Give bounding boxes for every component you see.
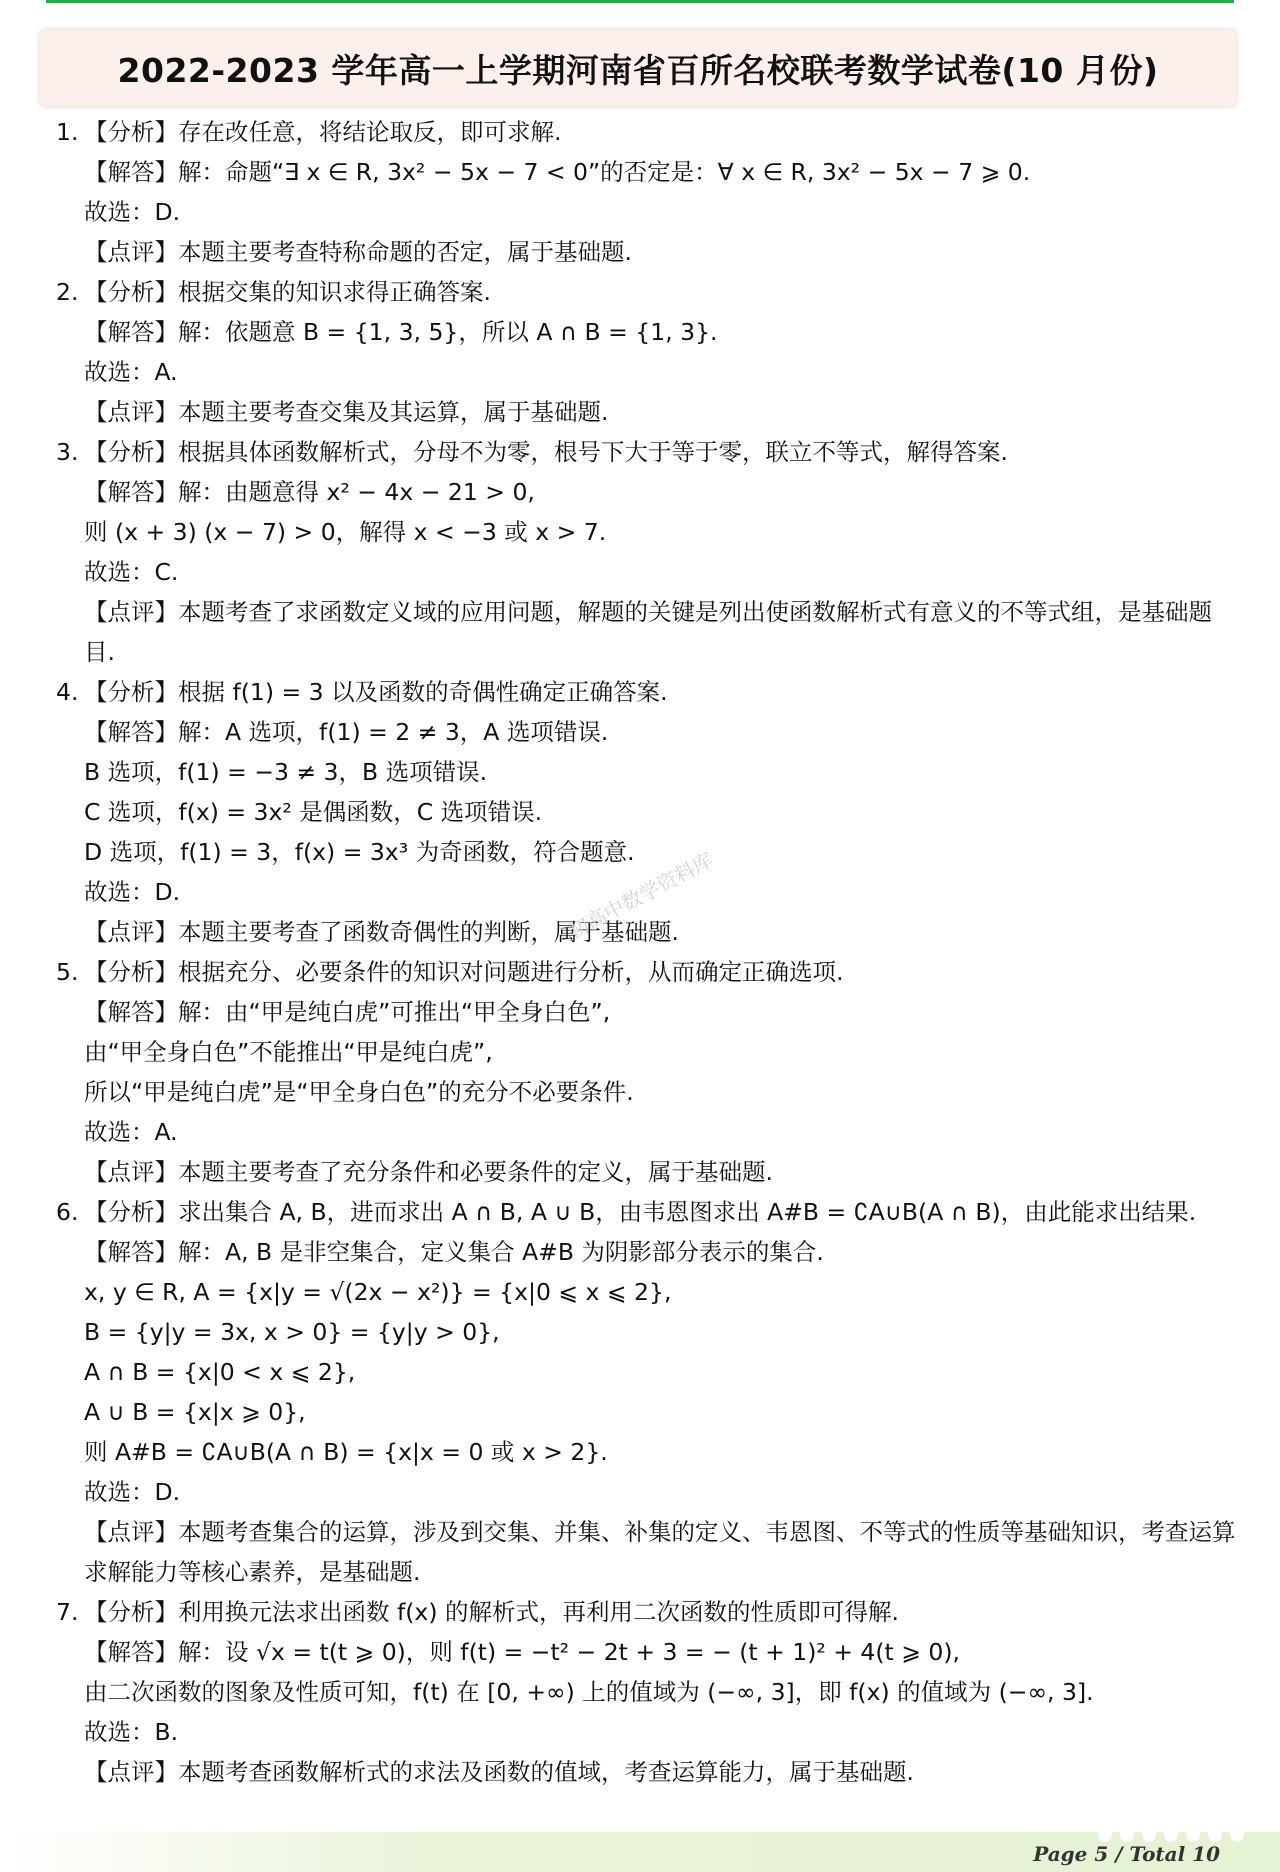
- item-7-line: [56, 1632, 1236, 1672]
- line-text: 故选：A.: [84, 1118, 178, 1146]
- item-6-line: [56, 1352, 1236, 1392]
- line-text: 故选：D.: [84, 198, 181, 226]
- watermark: 初高中数学资料库: [564, 847, 717, 944]
- page-title: 2022-2023 学年高一上学期河南省百所名校联考数学试卷(10 月份): [117, 50, 1159, 90]
- line-text: 【点评】本题主要考查特称命题的否定，属于基础题.: [84, 238, 632, 266]
- item-1-line: [56, 232, 1236, 272]
- line-text: B 选项，f(1) = −3 ≠ 3，B 选项错误.: [84, 758, 488, 786]
- item-6-first-line: [56, 1192, 1236, 1232]
- item-1-line: [56, 192, 1236, 232]
- line-text: 【分析】根据交集的知识求得正确答案.: [84, 278, 491, 306]
- item-6-line: [56, 1232, 1236, 1272]
- line-text: 【分析】存在改任意，将结论取反，即可求解.: [84, 118, 562, 146]
- item-5-line: [56, 1112, 1236, 1152]
- item-5-line: [56, 1072, 1236, 1112]
- item-5-line: [56, 1032, 1236, 1072]
- line-text: 则 (x + 3) (x − 7) > 0，解得 x < −3 或 x > 7.: [84, 518, 607, 546]
- line-text: 则 A#B = ∁A∪B(A ∩ B) = {x|x = 0 或 x > 2}.: [84, 1438, 608, 1466]
- line-text: 【分析】利用换元法求出函数 f(x) 的解析式，再利用二次函数的性质即可得解.: [84, 1598, 899, 1626]
- line-text: 【解答】解：命题“∃ x ∈ R, 3x² − 5x − 7 < 0”的否定是：∀ x ∈ R, 3x² − 5x − 7 ⩾ 0.: [84, 158, 1031, 186]
- title-banner: [40, 30, 1236, 106]
- item-number: 7.: [56, 1598, 79, 1626]
- item-number: 3.: [56, 438, 79, 466]
- top-divider: [46, 0, 1234, 3]
- line-text: 所以“甲是纯白虎”是“甲全身白色”的充分不必要条件.: [84, 1078, 634, 1106]
- item-4-line: [56, 792, 1236, 832]
- item-6-line: [56, 1432, 1236, 1472]
- line-text: 【解答】解：由“甲是纯白虎”可推出“甲全身白色”,: [84, 998, 611, 1026]
- line-text: 【点评】本题主要考查了充分条件和必要条件的定义，属于基础题.: [84, 1158, 773, 1186]
- item-7-line: [56, 1712, 1236, 1752]
- footer-decoration: [1098, 1808, 1244, 1842]
- item-2-first-line: [56, 272, 1236, 312]
- item-6-line: [56, 1512, 1236, 1592]
- item-7-line: [56, 1672, 1236, 1712]
- line-text: 故选：C.: [84, 558, 179, 586]
- line-text: A ∩ B = {x|0 < x ⩽ 2},: [84, 1358, 356, 1386]
- item-2-line: [56, 392, 1236, 432]
- line-text: B = {y|y = 3x, x > 0} = {y|y > 0},: [84, 1318, 500, 1346]
- line-text: 【分析】根据 f(1) = 3 以及函数的奇偶性确定正确答案.: [84, 678, 668, 706]
- line-text: 【解答】解：A 选项，f(1) = 2 ≠ 3，A 选项错误.: [84, 718, 609, 746]
- line-text: 故选：A.: [84, 358, 178, 386]
- line-text: 故选：D.: [84, 1478, 181, 1506]
- line-text: 【点评】本题考查集合的运算，涉及到交集、并集、补集的定义、韦恩图、不等式的性质等基础知识，考查运算求解能力等核心素养，是基础题.: [84, 1518, 1236, 1586]
- item-4-first-line: [56, 672, 1236, 712]
- item-3-line: [56, 512, 1236, 552]
- line-text: 【点评】本题考查了求函数定义域的应用问题，解题的关键是列出使函数解析式有意义的不等式组，是基础题目.: [84, 598, 1212, 666]
- item-5-line: [56, 1152, 1236, 1192]
- line-text: 【分析】根据具体函数解析式，分母不为零，根号下大于等于零，联立不等式，解得答案.: [84, 438, 1008, 466]
- line-text: 故选：B.: [84, 1718, 179, 1746]
- item-number: 2.: [56, 278, 79, 306]
- line-text: 【分析】求出集合 A, B，进而求出 A ∩ B, A ∪ B，由韦恩图求出 A#B = ∁A∪B(A ∩ B)，由此能求出结果.: [84, 1198, 1197, 1226]
- line-text: D 选项，f(1) = 3，f(x) = 3x³ 为奇函数，符合题意.: [84, 838, 635, 866]
- item-number: 6.: [56, 1198, 79, 1226]
- line-text: 【解答】解：设 √x = t(t ⩾ 0)，则 f(t) = −t² − 2t + 3 = − (t + 1)² + 4(t ⩾ 0),: [84, 1638, 960, 1666]
- line-text: 【点评】本题主要考查了函数奇偶性的判断，属于基础题.: [84, 918, 679, 946]
- item-number: 5.: [56, 958, 79, 986]
- item-3-line: [56, 552, 1236, 592]
- item-6-line: [56, 1472, 1236, 1512]
- item-1-first-line: [56, 112, 1236, 152]
- item-5-line: [56, 992, 1236, 1032]
- line-text: 【解答】解：依题意 B = {1, 3, 5}，所以 A ∩ B = {1, 3}.: [84, 318, 718, 346]
- item-3-line: [56, 592, 1236, 672]
- item-1-line: [56, 152, 1236, 192]
- item-2-line: [56, 312, 1236, 352]
- item-7-line: [56, 1752, 1236, 1792]
- item-7-first-line: [56, 1592, 1236, 1632]
- item-6-line: [56, 1312, 1236, 1352]
- item-4-line: [56, 912, 1236, 952]
- item-5-first-line: [56, 952, 1236, 992]
- line-text: 故选：D.: [84, 878, 181, 906]
- line-text: 【点评】本题主要考查交集及其运算，属于基础题.: [84, 398, 609, 426]
- solutions-body: [56, 112, 1236, 1792]
- item-3-first-line: [56, 432, 1236, 472]
- line-text: 【分析】根据充分、必要条件的知识对问题进行分析，从而确定正确选项.: [84, 958, 844, 986]
- line-text: 由“甲全身白色”不能推出“甲是纯白虎”,: [84, 1038, 493, 1066]
- line-text: 【点评】本题考查函数解析式的求法及函数的值域，考查运算能力，属于基础题.: [84, 1758, 914, 1786]
- line-text: 由二次函数的图象及性质可知，f(t) 在 [0, +∞) 上的值域为 (−∞, 3]，即 f(x) 的值域为 (−∞, 3].: [84, 1678, 1094, 1706]
- item-4-line: [56, 752, 1236, 792]
- item-6-line: [56, 1272, 1236, 1312]
- line-text: 【解答】解：A, B 是非空集合，定义集合 A#B 为阴影部分表示的集合.: [84, 1238, 824, 1266]
- item-number: 1.: [56, 118, 79, 146]
- page-footer: [0, 1832, 1280, 1872]
- item-3-line: [56, 472, 1236, 512]
- line-text: C 选项，f(x) = 3x² 是偶函数，C 选项错误.: [84, 798, 543, 826]
- item-4-line: [56, 832, 1236, 872]
- page-number: Page 5 / Total 10: [1033, 1842, 1220, 1866]
- line-text: A ∪ B = {x|x ⩾ 0},: [84, 1398, 306, 1426]
- item-6-line: [56, 1392, 1236, 1432]
- line-text: x, y ∈ R, A = {x|y = √(2x − x²)} = {x|0 ⩽ x ⩽ 2},: [84, 1278, 672, 1306]
- item-4-line: [56, 712, 1236, 752]
- item-number: 4.: [56, 678, 79, 706]
- item-2-line: [56, 352, 1236, 392]
- line-text: 【解答】解：由题意得 x² − 4x − 21 > 0,: [84, 478, 535, 506]
